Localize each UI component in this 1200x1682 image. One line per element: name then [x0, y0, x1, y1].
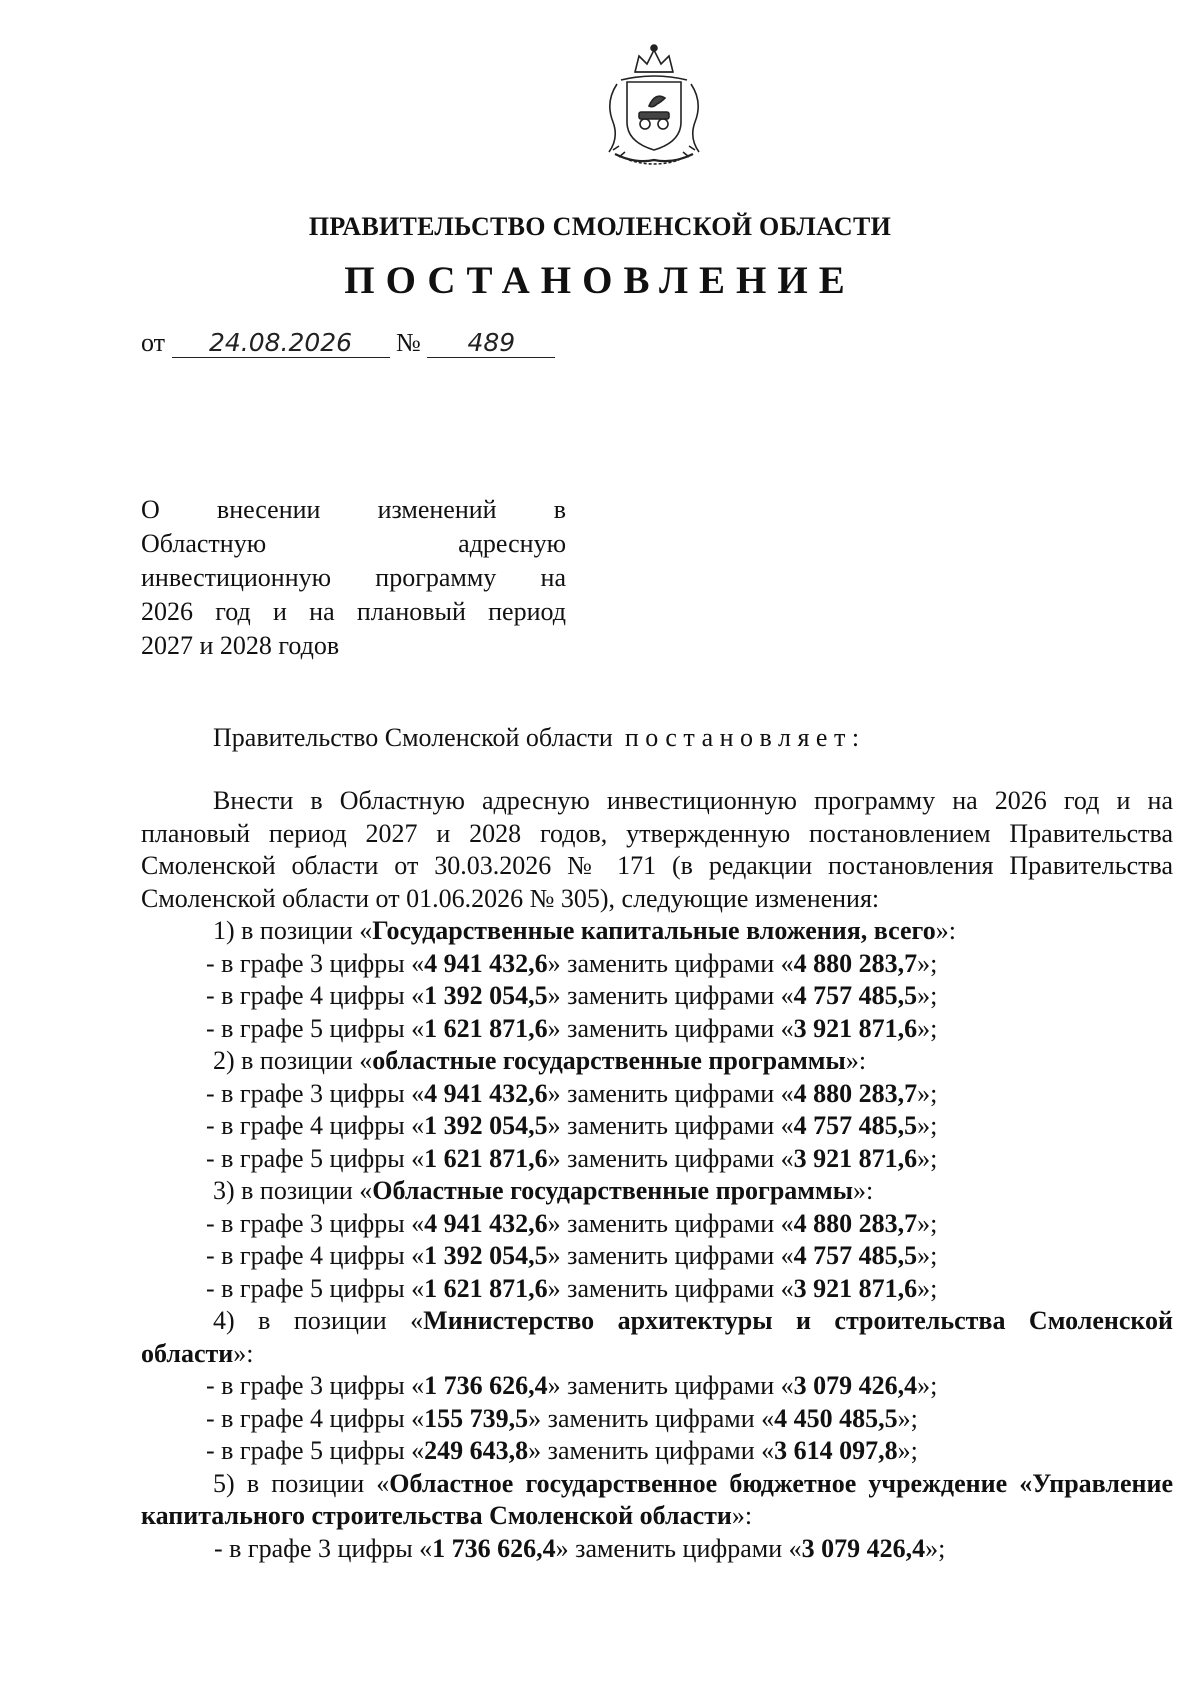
item-prefix: 1) в позиции «	[213, 916, 373, 945]
change-line: - в графе 5 цифры «1 621 871,6» заменить цифрами «3 921 871,6»;	[206, 1273, 938, 1303]
handwritten-number: 489	[427, 329, 555, 358]
subject-line: О внесении изменений в	[141, 495, 566, 524]
change-line: - в графе 3 цифры «4 941 432,6» заменить цифрами «4 880 283,7»;	[206, 948, 938, 978]
item-position: Областные государственные программы	[372, 1176, 854, 1205]
registration-line	[141, 328, 555, 358]
amendment-item	[141, 1045, 1173, 1078]
document-body	[141, 785, 1173, 1565]
change-line: - в графе 3 цифры «1 736 626,4» заменить цифрами «3 079 426,4»;	[206, 1371, 938, 1400]
subject-line: Областную адресную	[141, 529, 566, 558]
amendment-item	[141, 1468, 1173, 1533]
item-position: Министерство архитектуры и строительства Смоленской области	[141, 1306, 1173, 1368]
item-prefix: 2) в позиции «	[213, 1046, 373, 1075]
item-position: областные государственные программы	[372, 1046, 846, 1075]
document-subject	[141, 493, 566, 663]
item-suffix: »:	[935, 916, 956, 945]
number-label: №	[396, 328, 421, 357]
subject-line: 2026 год и на плановый период	[141, 597, 566, 626]
item-suffix: »:	[731, 1501, 753, 1530]
item-prefix: 3) в позиции «	[213, 1176, 373, 1205]
decree-verb: постановляет:	[624, 723, 866, 752]
decree-statement	[213, 723, 866, 753]
change-line: - в графе 3 цифры «4 941 432,6» заменить цифрами «4 880 283,7»;	[206, 1208, 938, 1238]
intro-paragraph: Внести в Областную адресную инвестиционную программу на 2026 год и на плановый период 2027 и 2028 годов, утвержденную постановлением Правительства Смоленской области от 30.03.2026 № 171 (в редакции постановления Правительства Смоленской области от 01.06.2026 № 305), следующие изменения:	[141, 786, 1173, 913]
change-line: - в графе 5 цифры «1 621 871,6» заменить цифрами «3 921 871,6»;	[206, 1013, 938, 1043]
coat-of-arms-emblem	[595, 42, 713, 170]
item-prefix: 5) в позиции «	[213, 1468, 390, 1498]
change-line: - в графе 4 цифры «1 392 054,5» заменить цифрами «4 757 485,5»;	[206, 1111, 938, 1140]
amendment-item	[141, 1305, 1173, 1370]
item-position: Областное государственное бюджетное учреждение «Управление капитального строительства Смоленской области	[141, 1468, 1173, 1530]
change-line: - в графе 4 цифры «1 392 054,5» заменить цифрами «4 757 485,5»;	[206, 1241, 938, 1270]
handwritten-date: 24.08.2026	[172, 329, 390, 358]
change-line: - в графе 3 цифры «1 736 626,4» заменить цифрами «3 079 426,4»;	[214, 1533, 946, 1563]
item-position: Государственные капитальные вложения, всего	[372, 916, 936, 945]
document-type-title: ПОСТАНОВЛЕНИЕ	[344, 259, 856, 302]
change-line: - в графе 3 цифры «4 941 432,6» заменить цифрами «4 880 283,7»;	[206, 1078, 938, 1108]
organization-name: ПРАВИТЕЛЬСТВО СМОЛЕНСКОЙ ОБЛАСТИ	[308, 212, 892, 241]
change-line: - в графе 4 цифры «155 739,5» заменить цифрами «4 450 485,5»;	[206, 1403, 918, 1433]
date-label: от	[141, 328, 166, 357]
subject-line: инвестиционную программу на	[141, 563, 566, 592]
item-suffix: »:	[853, 1176, 874, 1205]
item-prefix: 4) в позиции «	[213, 1306, 424, 1335]
change-line: - в графе 5 цифры «249 643,8» заменить цифрами «3 614 097,8»;	[206, 1436, 918, 1465]
change-line: - в графе 5 цифры «1 621 871,6» заменить цифрами «3 921 871,6»;	[206, 1143, 938, 1173]
item-suffix: »:	[233, 1338, 254, 1368]
subject-line: 2027 и 2028 годов	[141, 631, 340, 660]
amendment-item	[141, 915, 1173, 948]
change-line: - в графе 4 цифры «1 392 054,5» заменить цифрами «4 757 485,5»;	[206, 981, 938, 1010]
amendment-item	[141, 1175, 1173, 1208]
decree-subject: Правительство Смоленской области	[213, 723, 613, 752]
item-suffix: »:	[845, 1046, 867, 1075]
